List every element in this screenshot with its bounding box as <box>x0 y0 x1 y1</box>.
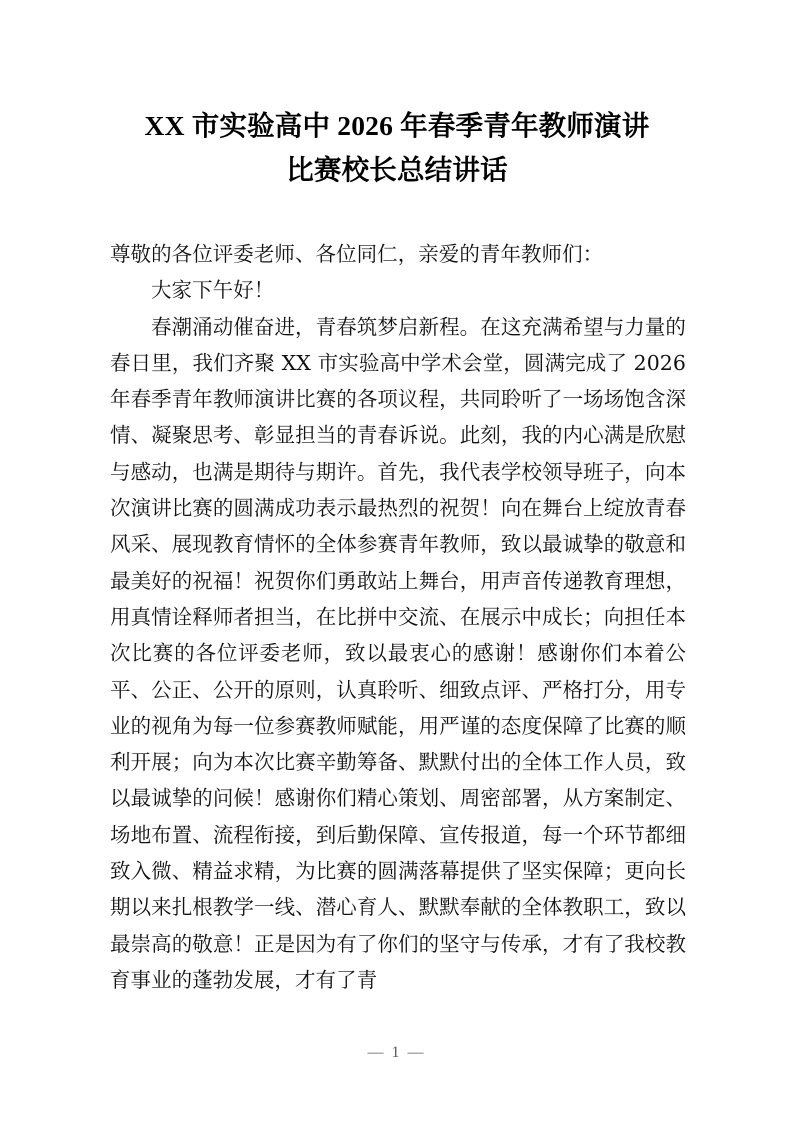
paragraph-greeting: 大家下午好！ <box>151 278 275 303</box>
paragraph-body-1: 春潮涌动催奋进，青春筑梦启新程。在这充满希望与力量的春日里，我们齐聚 XX 市实验高中学术会堂，圆满完成了 2026 年春季青年教师演讲比赛的各项议程，共同聆听了一场场饱含深情、凝聚思考、彰显担当的青春诉说。此刻，我的内心满是欣慰与感动，也满是期待与期许。首先，我代表学校领导班子，向本次演讲比赛的圆满成功表示最热烈的祝贺！向在舞台上绽放青春风采、展现教育情怀的全体参赛青年教师，致以最诚挚的敬意和最美好的祝福！祝贺你们勇敢站上舞台，用声音传递教育理想，用真情诠释师者担当，在比拼中交流、在展示中成长；向担任本次比赛的各位评委老师，致以最衷心的感谢！感谢你们本着公平、公正、公开的原则，认真聆听、细致点评、严格打分，用专业的视角为每一位参赛教师赋能，用严谨的态度保障了比赛的顺利开展；向为本次比赛辛勤筹备、默默付出的全体工作人员，致以最诚挚的问候！感谢你们精心策划、周密部署，从方案制定、场地布置、流程衔接，到后勤保障、宣传报道，每一个环节都细致入微、精益求精，为比赛的圆满落幕提供了坚实保障；更向长期以来扎根教学一线、潜心育人、默默奉献的全体教职工，致以最崇高的敬意！正是因为有了你们的坚守与传承，才有了我校教育事业的蓬勃发展，才有了青 <box>110 314 686 992</box>
page-number-footer: — 1 — <box>367 1044 426 1061</box>
document-title-line-1: XX 市实验高中 2026 年春季青年教师演讲 <box>144 110 650 141</box>
document-title-line-2: 比赛校长总结讲话 <box>286 154 508 185</box>
paragraph-salutation: 尊敬的各位评委老师、各位同仁，亲爱的青年教师们： <box>110 242 604 266</box>
document-title <box>110 104 684 192</box>
document-body <box>110 236 686 998</box>
